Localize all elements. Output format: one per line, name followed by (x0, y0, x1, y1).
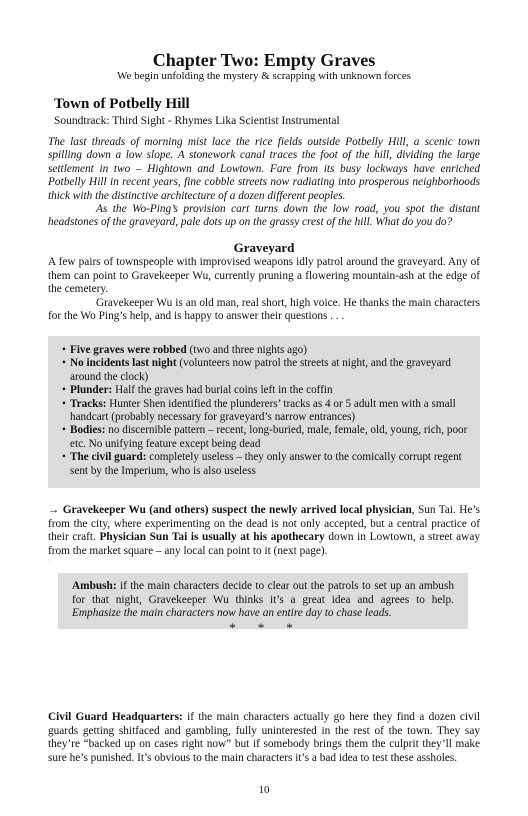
graveyard-paragraph-2: Gravekeeper Wu is an old man, real short, high voice. He thanks the main characters for the Wo Ping’s help, and is happy to answer their questions . . . (48, 296, 480, 323)
clue-item (58, 451, 470, 478)
clue-item (58, 357, 470, 384)
clue-label: Tracks: (70, 397, 107, 410)
clues-box (48, 336, 480, 488)
ambush-text: if the main characters decide to clear out the patrols to set up an ambush for that night, Gravekeeper Wu thinks it’s a great idea and agrees to help. (72, 580, 454, 606)
graveyard-heading: Graveyard (233, 240, 295, 255)
chapter-title: Chapter Two: Empty Graves (152, 50, 376, 70)
intro-paragraph-1: The last threads of morning mist lace the rice fields outside Potbelly Hill, a scenic town spilling down a low slope. A stonework canal traces the foot of the hill, dividing the large settlement in two – Hightown and Lowtown. Fare from its busy lockways have enriched Potbelly Hill in recent years, fine cobble streets now radiating into prosperous neighborhoods thick with the distinctive architecture of a dozen different peoples. (48, 136, 480, 202)
clues-list (58, 344, 470, 478)
clue-label: Bodies: (70, 424, 106, 437)
page-number: 10 (258, 784, 270, 796)
clue-text: Half the graves had burial coins left in the coffin (112, 384, 333, 397)
chapter-subtitle: We begin unfolding the mystery & scrapping with unknown forces (117, 70, 411, 82)
bullet-icon: • (62, 357, 66, 370)
clue-label: No incidents last night (70, 357, 177, 370)
ambush-label: Ambush: (72, 580, 117, 592)
bullet-icon: • (62, 424, 66, 437)
bullet-icon: • (62, 344, 66, 356)
separator-star: * (257, 620, 271, 635)
intro-paragraph-2: As the Wo-Ping’s provision cart turns down the low road, you spot the distant headstones of the graveyard, pale dots up on the grassy crest of the hill. What do you do? (48, 203, 480, 229)
civil-guard-text: if the main characters actually go here they find a dozen civil guards getting shitfaced and gambling, fully uninterested in the rest of the town. They say they’re “backed up on cases right now” but if somebody brings them the culprit they’ll make sure he’s punished. It’s obvious to the main characters it’s a bad idea to test these assholes. (48, 711, 481, 764)
separator-star: * (229, 620, 242, 635)
clue-label: Five graves were robbed (70, 344, 187, 356)
clue-text: (two and three nights ago) (186, 344, 307, 356)
clue-label: The civil guard: (70, 451, 147, 464)
clue-text: completely useless – they only answer to the comically corrupt regent sent by the Imperium, who is also useless (70, 451, 462, 477)
soundtrack-line: Soundtrack: Third Sight - Rhymes Lika Scientist Instrumental (54, 115, 340, 127)
clue-text: Hunter Shen identified the plunderers’ tracks as 4 or 5 adult men with a small handcart (probably necessary for graveyard’s narrow entrances) (70, 397, 456, 424)
suspect-text-1: , Sun Tai. He’s from the city, where experimenting on the dead is not only accepted, but a central practice of their craft. (48, 504, 481, 544)
suspect-text-2: down in Lowtown, a street away from the market square – any local can point to it (next page). (48, 531, 480, 557)
clue-item (58, 384, 470, 397)
intro-text (48, 136, 480, 230)
civil-guard-label: Civil Guard Headquarters: (48, 711, 183, 723)
clue-item (58, 398, 470, 425)
suspect-bold-2: Physician Sun Tai is usually at his apothecary (99, 531, 325, 544)
graveyard-paragraph-1: A few pairs of townspeople with improvised weapons idly patrol around the graveyard. Any of them can point to Gravekeeper Wu, currently pruning a flowering mountain-ash at the edge of the cemetery. (48, 256, 480, 296)
suspect-paragraph (48, 504, 480, 558)
bullet-icon: • (62, 384, 66, 397)
stray-dot: · (48, 558, 50, 564)
clue-item (58, 344, 470, 357)
clue-label: Plunder: (70, 384, 113, 397)
bullet-icon: • (62, 451, 66, 464)
section-title: Town of Potbelly Hill (54, 96, 190, 112)
clue-item (58, 424, 470, 451)
section-separator (0, 620, 528, 636)
bullet-icon: • (62, 397, 66, 410)
graveyard-text (48, 256, 480, 324)
suspect-bold-1: Gravekeeper Wu (and others) suspect the newly arrived local physician (62, 504, 412, 516)
separator-star: * (286, 620, 299, 635)
ambush-emphasis: Emphasize the main characters now have an entire day to chase leads. (72, 607, 392, 620)
clue-text: no discernible pattern – recent, long-buried, male, female, old, young, rich, poor etc. No unifying feature except being dead (70, 424, 468, 450)
civil-guard-paragraph (48, 711, 480, 765)
arrow-icon: → (48, 504, 63, 516)
clue-text: (volunteers now patrol the streets at night, and the graveyard around the clock) (70, 357, 451, 383)
